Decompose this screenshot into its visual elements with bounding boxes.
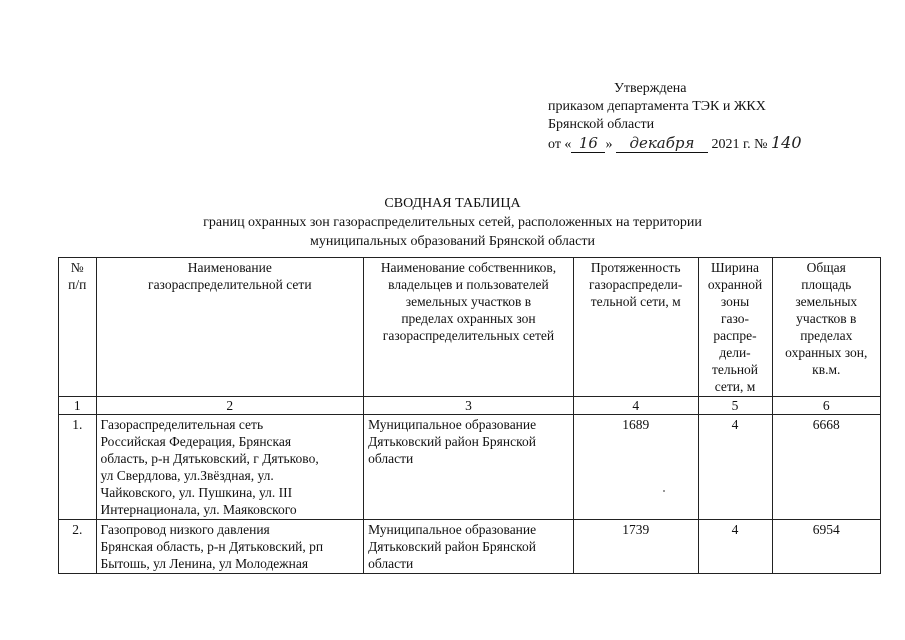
order-number-handwritten: 140 [770, 133, 802, 152]
row-owner: Муниципальное образование Дятьковский район Брянской области [364, 520, 574, 574]
column-number: 3 [364, 397, 574, 415]
header-owners: Наименование собственников, владельцев и пользователей земельных участков в пределах охранных зон газораспределительных сетей [364, 258, 574, 397]
row-area: 6954 [772, 520, 880, 574]
approval-line-approved: Утверждена [614, 81, 687, 96]
row-length: 1689 [573, 415, 698, 520]
column-number: 2 [96, 397, 364, 415]
approval-line-region: Брянской области [548, 117, 655, 132]
header-width: Ширина охранной зоны газо- распре- дели- тельной сети, м [698, 258, 772, 397]
row-area: 6668 [772, 415, 880, 520]
document-subtitle-line2: муниципальных образований Брянской области [310, 234, 595, 249]
table-row [59, 520, 881, 574]
summary-table [58, 257, 881, 574]
header-network-name: Наименование газораспределительной сети [96, 258, 364, 397]
document-subtitle-line1: границ охранных зон газораспределительных сетей, расположенных на территории [203, 215, 702, 230]
column-number: 6 [772, 397, 880, 415]
scan-speck [663, 490, 665, 492]
row-network-name: Газораспределительная сеть Российская Федерация, Брянская область, р-н Дятьковский, г Дятьково, ул Свердлова, ул.Звёздная, ул. Чайковского, ул. Пушкина, ул. III Интернационала, ул. Маяковского [96, 415, 364, 520]
row-num: 2. [59, 520, 97, 574]
row-owner: Муниципальное образование Дятьковский район Брянской области [364, 415, 574, 520]
row-num: 1. [59, 415, 97, 520]
date-year: 2021 г. [711, 137, 751, 152]
approval-line-order: приказом департамента ТЭК и ЖКХ [548, 99, 766, 114]
title-block [0, 194, 905, 251]
number-sign: № [754, 137, 768, 152]
header-num: № п/п [59, 258, 97, 397]
column-number-row [59, 397, 881, 415]
row-width: 4 [698, 415, 772, 520]
header-area: Общая площадь земельных участков в пределах охранных зон, кв.м. [772, 258, 880, 397]
document-heading: СВОДНАЯ ТАБЛИЦА [384, 196, 521, 211]
approval-date-line [548, 134, 802, 154]
date-day-close: » [605, 137, 613, 152]
date-prefix: от « [548, 137, 572, 152]
row-width: 4 [698, 520, 772, 574]
date-month-handwritten: декабря [616, 134, 708, 153]
header-length: Протяженность газораспредели- тельной сети, м [573, 258, 698, 397]
header-row [59, 258, 881, 397]
date-day-handwritten: 16 [571, 134, 605, 153]
row-length: 1739 [573, 520, 698, 574]
column-number: 5 [698, 397, 772, 415]
column-number: 4 [573, 397, 698, 415]
approval-block [548, 80, 802, 154]
row-network-name: Газопровод низкого давления Брянская область, р-н Дятьковский, рп Бытошь, ул Ленина, ул Молодежная [96, 520, 364, 574]
table-row [59, 415, 881, 520]
column-number: 1 [59, 397, 97, 415]
